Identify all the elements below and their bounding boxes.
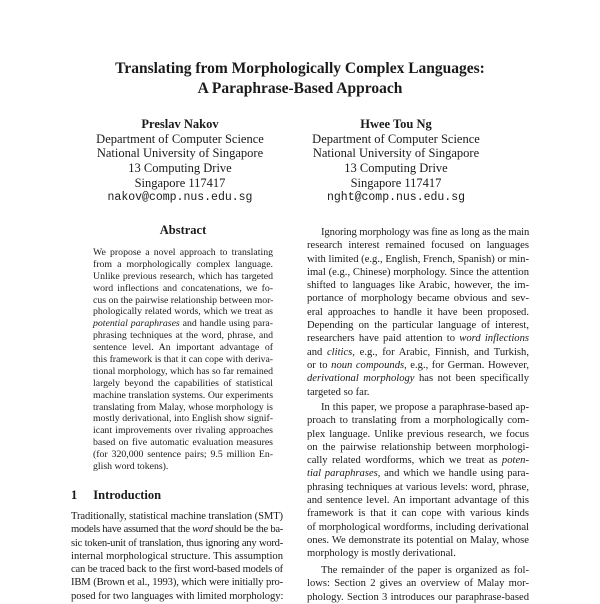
text-line (307, 564, 529, 577)
text-run: imal (e.g., Chinese) morphology. Since the attention (307, 266, 529, 278)
emphasis-text: tial paraphrases (307, 468, 378, 480)
text-line (307, 279, 529, 292)
text-line (71, 590, 283, 603)
text-run: In this paper, we propose a paraphrase-based ap- (321, 402, 529, 413)
text-line (93, 425, 273, 437)
right-paragraph-1 (307, 226, 529, 399)
text-run: researchers have paid attention to (307, 333, 460, 345)
text-line (307, 239, 529, 252)
text-run: posed for two languages with limited morphology: (71, 590, 284, 602)
text-run: this framework is that it can cope with deriva- (93, 354, 273, 366)
text-line (93, 437, 273, 449)
author-city: Singapore 117417 (134, 175, 226, 190)
text-line (71, 523, 283, 536)
text-run: eral approaches to handle it have been proposed. (307, 306, 529, 318)
text-run: glish word tokens). (93, 461, 169, 473)
text-line (307, 346, 529, 359)
text-line (93, 271, 273, 283)
text-line (307, 253, 529, 266)
author-dept: Department of Computer Science (96, 131, 264, 146)
text-line (307, 359, 529, 372)
emphasis-text: noun compounds (331, 359, 405, 371)
text-line (307, 441, 529, 454)
text-line (307, 494, 529, 507)
text-line (93, 306, 273, 318)
author-univ: National University of Singapore (96, 146, 264, 161)
text-run: largely beyond the capabilities of statistical (93, 377, 273, 389)
author-address: 13 Computing Drive (344, 161, 448, 176)
text-run: translating from Malay, whose morphology is (93, 401, 273, 413)
text-line (307, 401, 529, 414)
text-line (307, 577, 529, 590)
text-run: morphology is mostly derivational. (307, 548, 456, 560)
text-line (71, 576, 283, 589)
text-run: research interest remained focused on languages (307, 240, 529, 252)
text-line (71, 563, 283, 576)
text-line (307, 507, 529, 520)
text-run: , e.g., for German. However, (404, 359, 530, 371)
emphasis-text: clitics (326, 346, 353, 358)
author-email: nakov@comp.nus.edu.sg (107, 190, 253, 204)
text-run: phologically related words, which we treat as (93, 306, 273, 318)
text-run: internal morphological structure. This assumption (71, 550, 283, 562)
text-run: cally related wordforms, which we treat as (307, 455, 502, 467)
text-run: Unlike previous research, which has targeted (93, 270, 273, 282)
text-line (307, 547, 529, 560)
text-line (93, 330, 273, 342)
right-paragraph-3 (307, 564, 529, 604)
section-title: Introduction (93, 488, 162, 502)
text-run: and (307, 346, 327, 358)
text-line (93, 390, 273, 402)
abstract-heading: Abstract (159, 223, 207, 237)
text-line (307, 386, 529, 399)
intro-body (71, 510, 283, 603)
text-line (307, 521, 529, 534)
text-line (307, 372, 529, 385)
text-run: tional morphology, which has so far remained (93, 365, 273, 377)
emphasis-text: derivational morphology (307, 373, 415, 385)
text-run: models have assumed that the (71, 524, 193, 536)
text-run: and handle using para- (179, 318, 273, 330)
emphasis-text: potential paraphrases (93, 318, 180, 330)
text-run: phrasing techniques at various levels: word, phrase, (307, 481, 529, 493)
author-block (70, 117, 290, 205)
text-line (93, 247, 273, 259)
text-run: sic token-unit of translation, thus ignoring any word- (71, 537, 283, 549)
paper-title-line-1: Translating from Morphologically Complex Languages: (115, 60, 485, 77)
text-line (307, 481, 529, 494)
text-line (93, 318, 273, 330)
text-run: Traditionally, statistical machine translation (SMT) (71, 511, 283, 522)
text-run: cus on the pairwise relationship between mor- (93, 294, 274, 306)
text-run: Depending on the particular language of interest, (307, 320, 529, 332)
author-block (286, 117, 506, 205)
text-line (93, 295, 273, 307)
text-run: ones. We demonstrate its potential on Malay, whose (307, 534, 529, 546)
text-run: plex language. Unlike previous research, we focus (307, 428, 529, 440)
text-run: from a morphologically complex language. (93, 258, 273, 270)
emphasis-text: word inflections (459, 333, 529, 345)
text-line (307, 428, 529, 441)
emphasis-text: word (192, 524, 213, 536)
section-number: 1 (71, 488, 78, 502)
text-run: machine translation systems. Our experiments (93, 389, 273, 401)
text-run: We propose a novel approach to translating (93, 247, 273, 258)
text-run: (for 320,000 sentence pairs; 9.5 million En- (93, 449, 273, 461)
text-line (93, 366, 273, 378)
text-run: framework is that it can cope with various kinds (307, 508, 529, 520)
text-run: based on five automatic evaluation measures (93, 437, 273, 449)
text-line (307, 226, 529, 239)
text-line (93, 342, 273, 354)
text-line (307, 467, 529, 480)
text-line (93, 402, 273, 414)
text-run: has not been specifically (414, 373, 530, 385)
author-name: Preslav Nakov (141, 117, 219, 131)
text-line (307, 534, 529, 547)
text-line (71, 510, 283, 523)
right-paragraph-2 (307, 401, 529, 561)
author-address: 13 Computing Drive (128, 161, 232, 176)
text-run: , and which we handle using para- (377, 468, 529, 480)
text-line (307, 454, 529, 467)
text-line (93, 259, 273, 271)
author-city: Singapore 117417 (350, 175, 442, 190)
text-run: mostly derivational, into English show signif- (93, 413, 273, 425)
text-run: , e.g., for Arabic, Finnish, and Turkish, (352, 346, 529, 358)
text-line (93, 378, 273, 390)
text-run: can be traced back to the first word-based models of (71, 564, 283, 576)
text-run: proach to translating from a morphologically com- (307, 415, 529, 427)
text-run: shifted to languages like Arabic, however, the im- (307, 280, 529, 292)
text-run: or to (307, 359, 332, 371)
text-run: lows: Section 2 gives an overview of Malay mor- (307, 578, 529, 590)
text-run: on the pairwise relationship between morphologi- (307, 441, 529, 453)
text-line (93, 283, 273, 295)
author-dept: Department of Computer Science (312, 131, 480, 146)
text-line (307, 414, 529, 427)
author-email: nght@comp.nus.edu.sg (326, 190, 466, 204)
text-run: of morphological wordforms, including derivational (307, 521, 529, 533)
text-run: portance of morphology became obvious and sev- (307, 293, 529, 305)
text-run: and sentence level. An important advantage of this (307, 495, 529, 507)
text-line (71, 550, 283, 563)
text-line (71, 537, 283, 550)
abstract-body (93, 247, 273, 473)
text-run: sentence level. An important advantage of (93, 342, 273, 354)
text-run: phology. Section 3 introduces our paraphrase-based (307, 591, 529, 603)
author-name: Hwee Tou Ng (360, 117, 432, 131)
text-run: Ignoring morphology was fine as long as the main (321, 227, 530, 238)
text-line (93, 413, 273, 425)
text-run: should be the ba- (212, 524, 284, 536)
text-line (307, 319, 529, 332)
emphasis-text: poten- (501, 455, 529, 467)
text-run: with limited (e.g., English, French, Spanish) or min- (307, 253, 529, 265)
text-line (307, 332, 529, 345)
text-line (93, 354, 273, 366)
text-run: targeted so far. (307, 386, 370, 398)
text-run: The remainder of the paper is organized as fol- (321, 565, 529, 576)
text-run: phrasing techniques at the word, phrase, and (93, 330, 273, 342)
text-run: IBM (Brown et al., 1993), which were initially pro- (71, 577, 283, 589)
paper-title-line-2: A Paraphrase-Based Approach (197, 80, 403, 97)
text-line (307, 306, 529, 319)
text-line (93, 449, 273, 461)
text-line (307, 266, 529, 279)
author-univ: National University of Singapore (312, 146, 480, 161)
section-heading (71, 488, 161, 503)
text-line (307, 591, 529, 604)
text-run: word inflections and concatenations, we fo- (93, 282, 273, 294)
text-run: icant improvements over rivaling approaches (93, 425, 273, 437)
text-line (93, 461, 273, 473)
text-line (307, 292, 529, 305)
